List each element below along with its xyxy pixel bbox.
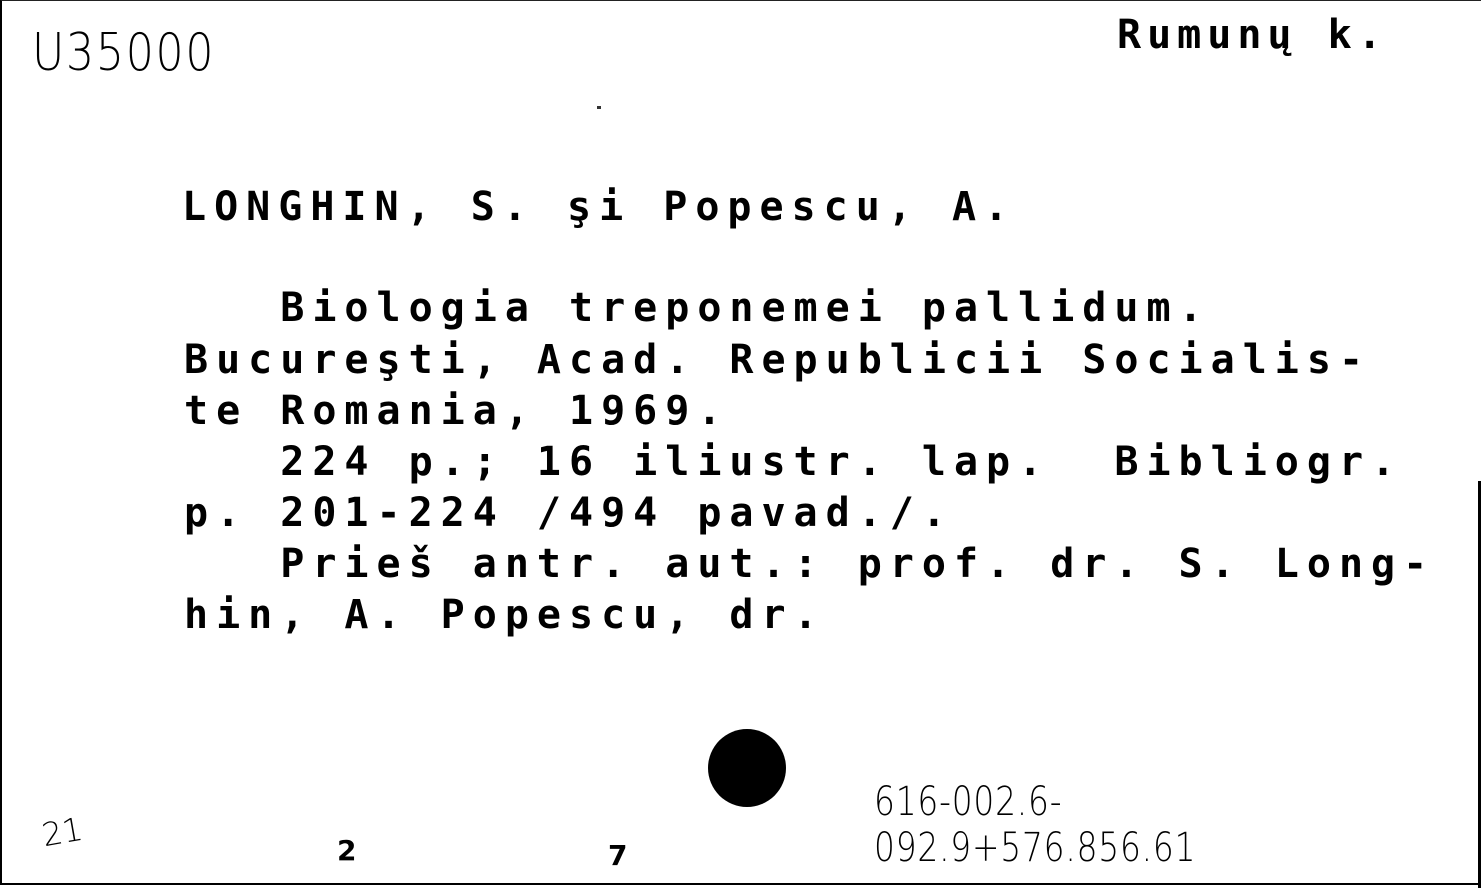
ink-speck — [597, 106, 601, 109]
body-line-pages: 224 p.; 16 iliustr. lap. Bibliogr. — [184, 439, 1404, 485]
body-line-authors-note: Prieš antr. aut.: prof. dr. S. Long- — [184, 541, 1436, 587]
punch-hole — [708, 729, 786, 807]
body-line-bibliography: p. 201-224 /494 pavad./. — [184, 490, 954, 536]
udc-classification: 616-002.6-092.9+576.856.61 — [874, 779, 1197, 871]
call-number: U35000 — [32, 23, 216, 83]
body-line-title: Biologia treponemei pallidum. — [184, 285, 1211, 331]
body-line-publisher-cont: te Romania, 1969. — [184, 388, 730, 434]
bottom-mark-left: 21 — [39, 809, 86, 855]
bottom-mark-right: 7 — [608, 839, 628, 872]
body-line-publisher: Bucureşti, Acad. Republicii Socialis- — [184, 337, 1372, 383]
bottom-mark-middle: 2 — [337, 834, 357, 867]
author-heading: LONGHIN, S. şi Popescu, A. — [182, 184, 1017, 230]
card-edge-shadow — [1478, 481, 1481, 888]
body-line-authors-note-cont: hin, A. Popescu, dr. — [184, 592, 826, 638]
collection-label: Rumunų k. — [1117, 12, 1388, 58]
